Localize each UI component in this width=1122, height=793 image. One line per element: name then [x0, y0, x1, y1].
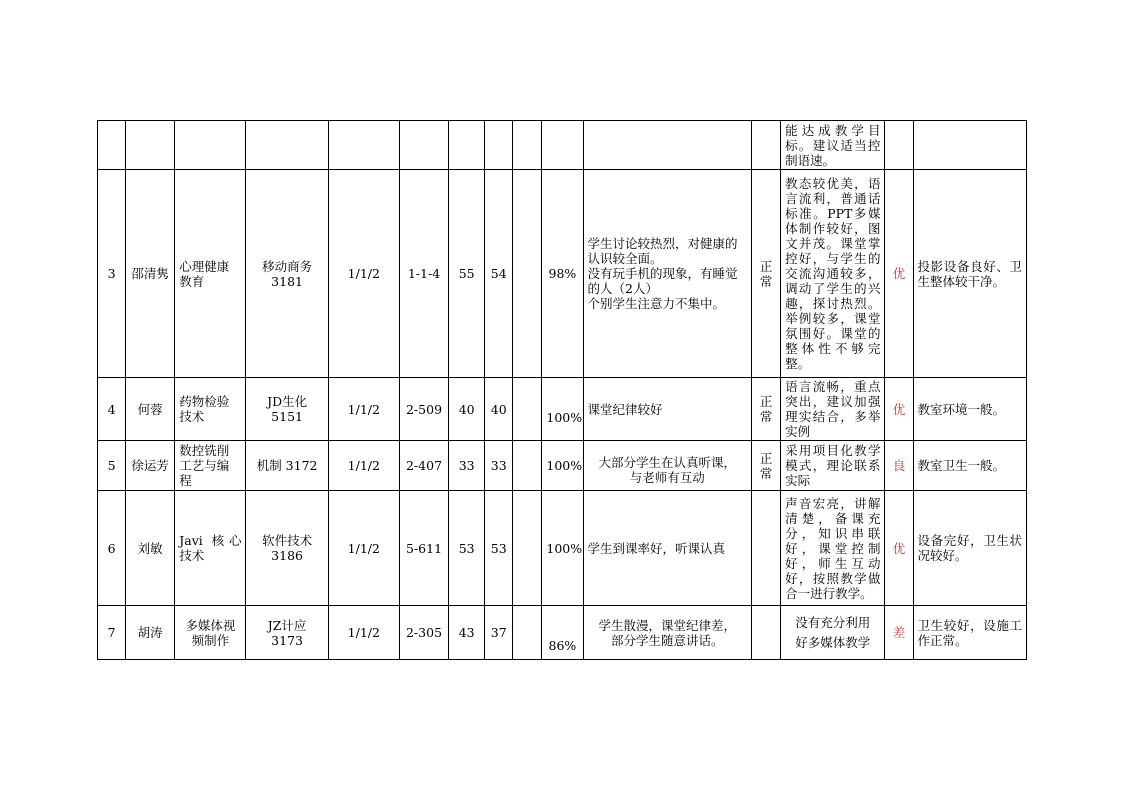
class-cell: 移动商务 3181 [246, 170, 328, 378]
student-status-cell: 学生到课率好，听课认真 [583, 491, 752, 606]
teaching-comment-cell: 声音宏亮，讲解清楚，备课充分，知识串联好，课堂控制好，师生互动好，按照教学做合一进行教学。 [781, 491, 885, 606]
table-row [98, 441, 1027, 491]
course-cell: 数控铣削工艺与编程 [175, 441, 246, 491]
table-row [98, 378, 1027, 441]
teaching-comment-cell: 没有充分利用 好多媒体教学 [781, 606, 885, 660]
environment-cell: 教室卫生一般。 [913, 441, 1026, 491]
student-status-cell [583, 121, 752, 170]
attendance-rate-cell: 86% [542, 606, 583, 660]
room-cell: 5-611 [399, 491, 448, 606]
table-row [98, 170, 1027, 378]
environment-cell: 设备完好，卫生状况较好。 [913, 491, 1026, 606]
environment-cell: 投影设备良好、卫生整体较干净。 [913, 170, 1026, 378]
class-cell [246, 121, 328, 170]
present-cell: 53 [485, 491, 513, 606]
teaching-comment-cell: 教态较优美，语言流利，普通话标准。PPT多媒体制作较好，图文并茂。课堂掌控好，与学生的交流沟通较多，调动了学生的兴趣，探讨热烈。举例较多，课堂氛围好。课堂的整体性不够完整。 [781, 170, 885, 378]
room-cell [399, 121, 448, 170]
table-row [98, 121, 1027, 170]
environment-cell: 卫生较好，设施工作正常。 [913, 606, 1026, 660]
blank-cell [513, 606, 542, 660]
period-cell: 1/1/2 [328, 170, 399, 378]
period-cell: 1/1/2 [328, 378, 399, 441]
row-number: 4 [98, 378, 126, 441]
teacher-cell: 徐运芳 [126, 441, 175, 491]
attendance-rate-cell: 100% [542, 378, 583, 441]
grade-cell: 优 [885, 378, 913, 441]
present-cell [485, 121, 513, 170]
row-number: 6 [98, 491, 126, 606]
teacher-cell [126, 121, 175, 170]
class-cell: JD生化 5151 [246, 378, 328, 441]
present-cell: 37 [485, 606, 513, 660]
room-cell: 1-1-4 [399, 170, 448, 378]
enrolled-cell [449, 121, 485, 170]
period-cell: 1/1/2 [328, 441, 399, 491]
blank-cell [513, 491, 542, 606]
grade-cell: 差 [885, 606, 913, 660]
room-cell: 2-407 [399, 441, 448, 491]
room-cell: 2-509 [399, 378, 448, 441]
blank-cell [513, 441, 542, 491]
enrolled-cell: 43 [449, 606, 485, 660]
period-cell [328, 121, 399, 170]
order-cell: 正常 [752, 378, 781, 441]
enrolled-cell: 33 [449, 441, 485, 491]
period-cell: 1/1/2 [328, 491, 399, 606]
enrolled-cell: 53 [449, 491, 485, 606]
present-cell: 40 [485, 378, 513, 441]
course-cell: 心理健康教育 [175, 170, 246, 378]
table-row [98, 606, 1027, 660]
row-number: 3 [98, 170, 126, 378]
blank-cell [513, 378, 542, 441]
environment-cell [913, 121, 1026, 170]
row-number: 5 [98, 441, 126, 491]
grade-cell [885, 121, 913, 170]
teacher-cell: 何蓉 [126, 378, 175, 441]
attendance-rate-cell: 100% [542, 441, 583, 491]
table-row [98, 491, 1027, 606]
attendance-rate-cell [542, 121, 583, 170]
teaching-comment-cell: 能达成教学目标。建议适当控制语速。 [781, 121, 885, 170]
teacher-cell: 胡涛 [126, 606, 175, 660]
row-number [98, 121, 126, 170]
course-cell [175, 121, 246, 170]
order-cell [752, 121, 781, 170]
order-cell [752, 606, 781, 660]
teaching-comment-cell: 采用项目化教学模式，理论联系实际 [781, 441, 885, 491]
teacher-cell: 邵清隽 [126, 170, 175, 378]
environment-cell: 教室环境一般。 [913, 378, 1026, 441]
enrolled-cell: 40 [449, 378, 485, 441]
student-status-cell: 课堂纪律较好 [583, 378, 752, 441]
class-cell: 机制 3172 [246, 441, 328, 491]
class-cell: 软件技术 3186 [246, 491, 328, 606]
order-cell [752, 491, 781, 606]
grade-cell: 优 [885, 170, 913, 378]
enrolled-cell: 55 [449, 170, 485, 378]
student-status-cell: 学生散漫，课堂纪律差， 部分学生随意讲话。 [583, 606, 752, 660]
attendance-rate-cell: 100% [542, 491, 583, 606]
student-status-cell: 大部分学生在认真听课， 与老师有互动 [583, 441, 752, 491]
present-cell: 33 [485, 441, 513, 491]
grade-cell: 优 [885, 491, 913, 606]
blank-cell [513, 121, 542, 170]
course-cell: 多媒体视频制作 [175, 606, 246, 660]
inspection-table [97, 120, 1027, 660]
teaching-comment-cell: 语言流畅，重点突出，建议加强理实结合，多举实例 [781, 378, 885, 441]
room-cell: 2-305 [399, 606, 448, 660]
teacher-cell: 刘敏 [126, 491, 175, 606]
row-number: 7 [98, 606, 126, 660]
order-cell: 正常 [752, 170, 781, 378]
class-cell: JZ计应 3173 [246, 606, 328, 660]
present-cell: 54 [485, 170, 513, 378]
attendance-rate-cell: 98% [542, 170, 583, 378]
course-cell: Javi 核心技术 [175, 491, 246, 606]
order-cell: 正常 [752, 441, 781, 491]
course-cell: 药物检验技术 [175, 378, 246, 441]
period-cell: 1/1/2 [328, 606, 399, 660]
student-status-cell: 学生讨论较热烈，对健康的认识较全面。 没有玩手机的现象，有睡觉的人（2人） 个别学生注意力不集中。 [583, 170, 752, 378]
grade-cell: 良 [885, 441, 913, 491]
blank-cell [513, 170, 542, 378]
